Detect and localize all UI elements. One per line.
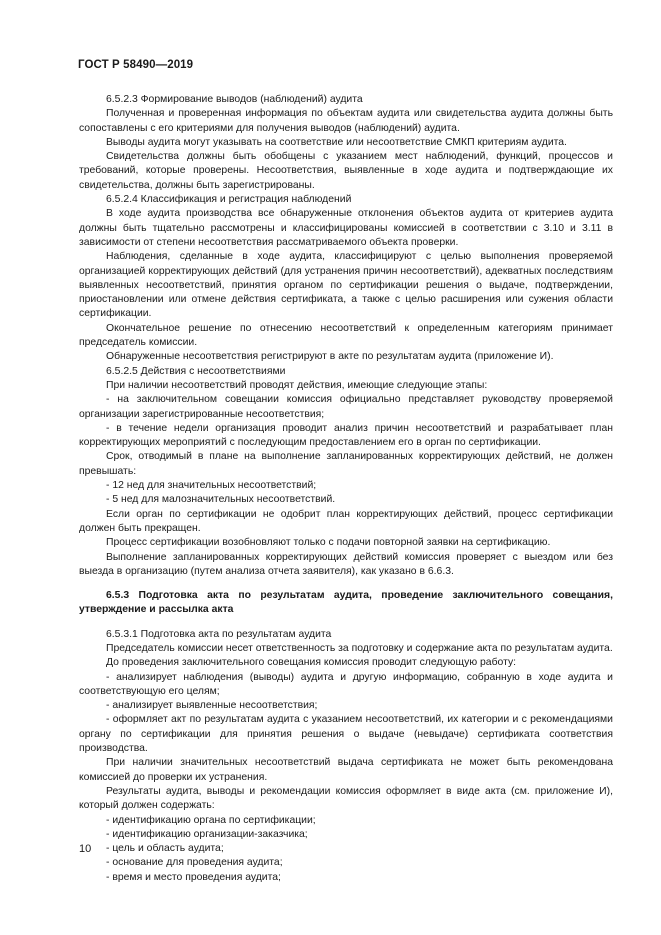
paragraph: Обнаруженные несоответствия регистрируют в акте по результатам аудита (приложение И). [106,351,554,363]
page-number: 10 [79,843,92,855]
paragraph: Председатель комиссии несет ответственность за подготовку и содержание акта по результатам аудита. [106,642,613,654]
paragraph: Выполнение запланированных корректирующих действий комиссия проверяет с выездом или без выезда в организацию (путем анализа отчета заявителя), как указано в 6.6.3. [79,551,613,577]
document-body [79,93,613,885]
paragraph: 6.5.2.3 Формирование выводов (наблюдений) аудита [106,94,363,105]
list-item: - анализирует выявленные несоответствия; [106,700,318,712]
section-heading: 6.5.3 Подготовка акта по результатам аудита, проведение заключительного совещания, утверждение и рассылка акта [79,590,613,616]
paragraph: Результаты аудита, выводы и рекомендации комиссия оформляет в виде акта (см. приложение И), который должен содержать: [79,785,613,812]
list-item: - цель и область аудита; [106,843,224,855]
list-item: - 5 нед для малозначительных несоответствий. [106,494,336,506]
list-item: - основание для проведения аудита; [106,857,283,869]
paragraph: Окончательное решение по отнесению несоответствий к определенным категориям принимает председатель комиссии. [79,322,613,349]
list-item: - в течение недели организация проводит анализ причин несоответствий и разрабатывает план корректирующих мероприятий с последующим предоставлением его в орган по сертификации. [79,422,613,449]
list-item: - время и место проведения аудита; [106,871,281,883]
paragraph: Срок, отводимый в плане на выполнение запланированных корректирующих действий, не должен превышать: [79,451,613,477]
paragraph: Свидетельства должны быть обобщены с указанием мест наблюдений, функций, процессов и требований, которые проверены. Несоответствия, выявленные в ходе аудита и подтверждающие их свидетельства, должны быть зарегистрированы. [79,151,613,191]
list-item: - идентификацию организации-заказчика; [106,828,308,840]
list-item: - оформляет акт по результатам аудита с указанием несоответствий, их категории и с рекомендациями органу по сертификации для принятия решения о выдаче (невыдаче) сертификата соответствия производства. [79,714,613,755]
paragraph: В ходе аудита производства все обнаруженные отклонения объектов аудита от критериев аудита должны быть тщательно рассмотрены и классифицированы комиссией в соответствии с 3.10 и 3.11 в зависимости от степени несоответствия рассматриваемого объекта проверки. [79,208,613,248]
paragraph: Полученная и проверенная информация по объектам аудита или свидетельства аудита должны быть сопоставлены с его критериями для получения выводов (наблюдений) аудита. [79,108,613,134]
paragraph: Если орган по сертификации не одобрит план корректирующих действий, процесс сертификации должен быть прекращен. [79,508,613,534]
paragraph: До проведения заключительного совещания комиссия проводит следующую работу: [106,657,517,669]
list-item: - на заключительном совещании комиссия официально представляет руководству проверяемой организации зарегистрированные несоответствия; [79,394,613,420]
paragraph: Выводы аудита могут указывать на соответствие или несоответствие СМКП критериям аудита. [106,136,567,148]
paragraph: 6.5.3.1 Подготовка акта по результатам аудита [106,628,332,640]
paragraph: 6.5.2.4 Классификация и регистрация наблюдений [106,194,352,206]
paragraph: 6.5.2.5 Действия с несоответствиями [106,365,286,377]
paragraph: Процесс сертификации возобновляют только с подачи повторной заявки на сертификацию. [106,537,551,549]
paragraph: Наблюдения, сделанные в ходе аудита, классифицируют с целью выполнения проверяемой организацией корректирующих действий (для устранения причин несоответствий), адекватных последствиям выявленных несоответствий, принятия органом по сертификации решения о выдаче, подтверждении, приостановлении или отмене действия сертификата, а также с целью расширения или сужения области сертификации. [79,251,613,320]
list-item: - анализирует наблюдения (выводы) аудита и другую информацию, собранную в ходе аудита и соответствующую его целям; [79,671,613,697]
paragraph: При наличии несоответствий проводят действия, имеющие следующие этапы: [106,379,488,391]
paragraph: При наличии значительных несоответствий выдача сертификата не может быть рекомендована комиссией до проверки их устранения. [79,757,613,783]
list-item: - 12 нед для значительных несоответствий; [106,480,317,492]
list-item: - идентификацию органа по сертификации; [106,814,316,826]
document-header: ГОСТ Р 58490—2019 [78,59,194,71]
